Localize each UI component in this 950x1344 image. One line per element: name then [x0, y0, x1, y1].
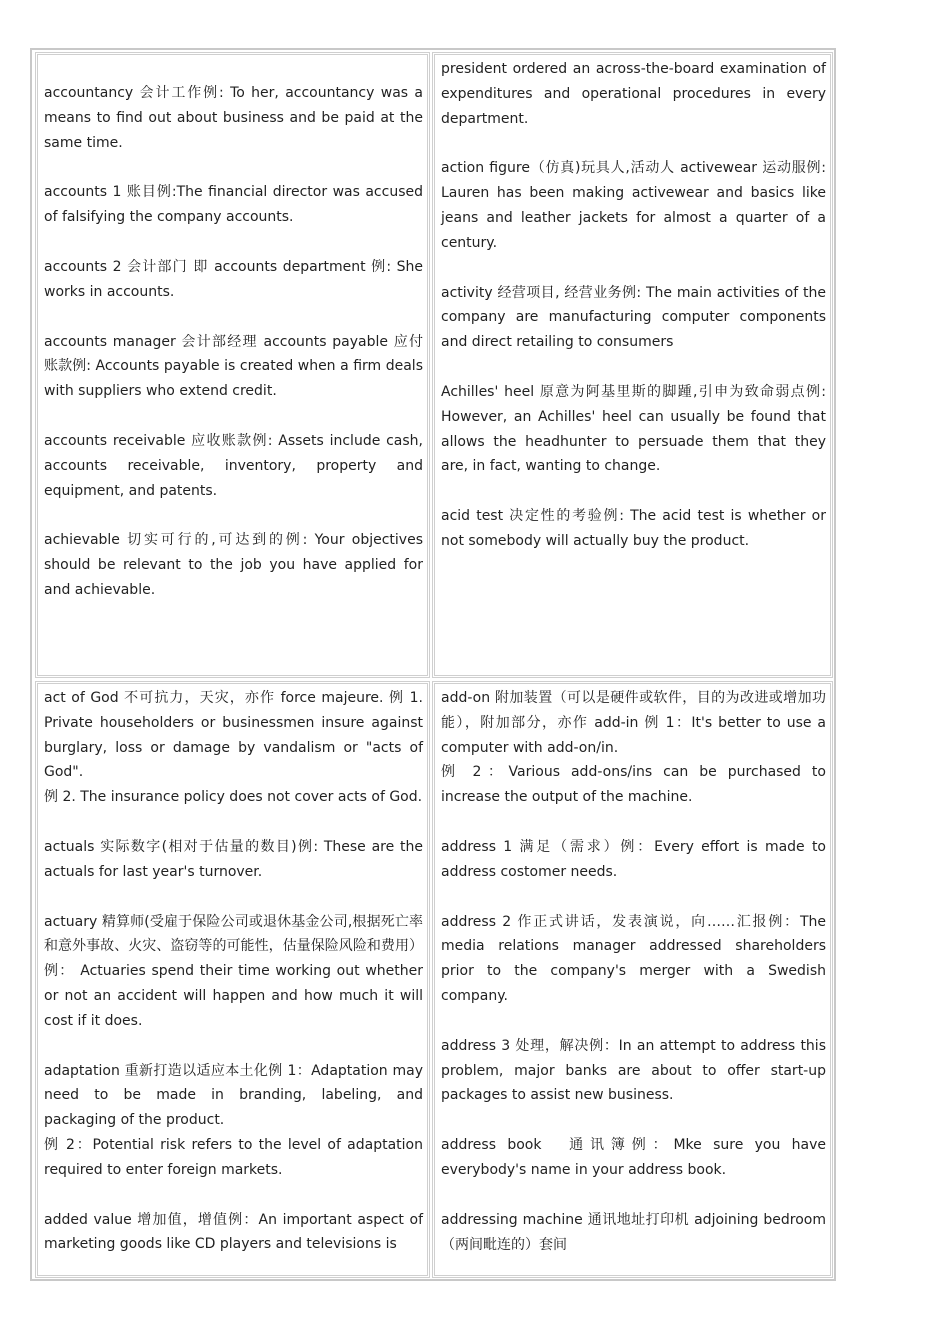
entry-address-1: address 1 满足（需求）例：Every effort is made to address costomer needs. — [441, 838, 826, 880]
entry-address-book: address book 通讯簿例：Mke sure you have everybody's name in your address book. — [441, 1137, 826, 1178]
cell-bottom-left — [35, 681, 430, 1278]
cell-bottom-right — [432, 681, 833, 1278]
entry-act-of-god: act of God 不可抗力，天灾，亦作 force majeure. 例 1. Private householders or businessmen insure against burglary, loss or damage by vandalism or "acts of God". — [44, 690, 423, 781]
entry-action-figure: action figure（仿真)玩具人,活动人 activewear 运动服例: Lauren has been making activewear and basics like jeans and leather jackets for almost a quarter of a century. — [441, 160, 826, 251]
entry-achilles-heel: Achilles' heel 原意为阿基里斯的脚踵,引申为致命弱点例: However, an Achilles' heel can usually be found that allows the headhunter to persuade them that they are, in fact, wanting to change. — [441, 383, 826, 475]
cell-top-left — [35, 52, 430, 678]
entry-accountancy: accountancy 会计工作例: To her, accountancy was a means to find out about business and be paid at the same time. — [44, 85, 423, 151]
cell-top-right — [432, 52, 833, 678]
entry-achievable: achievable 切实可行的,可达到的例: Your objectives should be relevant to the job you have applied for and achievable. — [44, 532, 423, 598]
entry-acid-test: acid test 决定性的考验例: The acid test is whether or not somebody will actually buy the product. — [441, 508, 826, 549]
entry-added-value: added value 增加值，增值例：An important aspect of marketing goods like CD players and televisions is — [44, 1211, 423, 1253]
entry-accounts-manager: accounts manager 会计部经理 accounts payable 应付账款例: Accounts payable is created when a firm deals with suppliers who extend credit. — [44, 333, 423, 400]
entry-act-of-god-example-2: 例 2. The insurance policy does not cover acts of God. — [44, 789, 423, 806]
glossary-table — [30, 48, 836, 1281]
entry-activity: activity 经营项目, 经营业务例: The main activities of the company are manufacturing computer components and direct retailing to consumers — [441, 284, 826, 351]
entry-adaptation: adaptation 重新打造以适应本土化例 1：Adaptation may need to be made in branding, labeling, and packaging of the product. — [44, 1062, 423, 1129]
entry-addressing-machine: addressing machine 通讯地址打印机 adjoining bedroom（两间毗连的）套间 — [441, 1211, 826, 1253]
entry-address-3: address 3 处理，解决例：In an attempt to address this problem, major banks are about to offer start-up packages to assist new business. — [441, 1037, 826, 1104]
entry-actuals: actuals 实际数字(相对于估量的数目)例: These are the actuals for last year's turnover. — [44, 838, 423, 880]
entry-add-on-example-2: 例 2：Various add-ons/ins can be purchased to increase the output of the machine. — [441, 764, 826, 806]
entry-accounts-2: accounts 2 会计部门 即 accounts department 例: She works in accounts. — [44, 258, 423, 300]
entry-continued-text: president ordered an across-the-board examination of expenditures and operational procedures in every department. — [441, 61, 826, 127]
entry-add-on: add-on 附加装置（可以是硬件或软件，目的为改进或增加功能），附加部分，亦作 add-in 例 1：It's better to use a computer with add-on/in. — [441, 690, 826, 756]
entry-accounts-1: accounts 1 账目例:The financial director was accused of falsifying the company accounts. — [44, 184, 423, 226]
entry-adaptation-example-2: 例 2：Potential risk refers to the level of adaptation required to enter foreign markets. — [44, 1136, 423, 1178]
entry-address-2: address 2 作正式讲话，发表演说，向……汇报例：The media relations manager addressed shareholders prior to the company's merger with a Swedish company. — [441, 913, 826, 1004]
entry-accounts-receivable: accounts receivable 应收账款例: Assets include cash, accounts receivable, inventory, property and equipment, and patents. — [44, 432, 423, 499]
entry-actuary: actuary 精算师(受雇于保险公司或退休基金公司,根据死亡率和意外事故、火灾、盗窃等的可能性，估量保险风险和费用）例： Actuaries spend their time working out whether or not an accident will happen and how much it will cost if it does. — [44, 913, 423, 1029]
